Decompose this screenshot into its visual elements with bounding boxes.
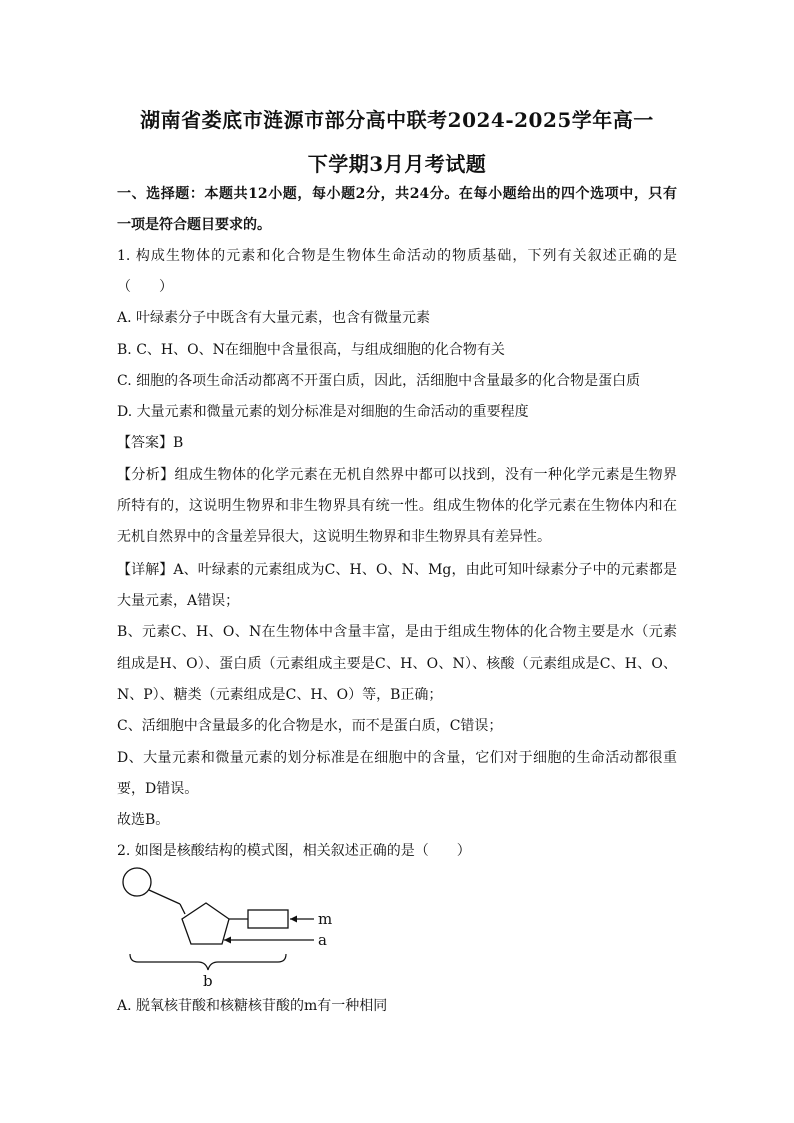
question-1-detail-line4: 组成是H、O）、蛋白质（元素组成主要是C、H、O、N）、核酸（元素组成是C、H、O、 (117, 656, 677, 672)
sugar-upper-bond (180, 904, 185, 914)
question-1-detail-line8: 要，D错误。 (117, 781, 199, 797)
base-rectangle (248, 910, 288, 928)
document-title-line2: 下学期3月月考试题 (307, 152, 487, 176)
arrow-m-head (290, 916, 297, 923)
nucleotide-diagram (110, 862, 350, 992)
question-1-analysis-line1: 【分析】组成生物体的化学元素在无机自然界中都可以找到，没有一种化学元素是生物界 (117, 467, 677, 483)
question-1-analysis-line2: 所特有的，这说明生物界和非生物界具有统一性。组成生物体的化学元素在生物体内和在 (117, 498, 677, 514)
question-1-option-c: C. 细胞的各项生命活动都离不开蛋白质，因此，活细胞中含量最多的化合物是蛋白质 (117, 373, 641, 389)
label-m: m (318, 910, 333, 928)
question-1-option-b: B. C、H、O、N在细胞中含量很高，与组成细胞的化合物有关 (117, 342, 505, 358)
section-header-line2: 一项是符合题目要求的。 (117, 217, 271, 233)
question-2-option-a: A. 脱氧核苷酸和核糖核苷酸的m有一种相同 (117, 998, 388, 1014)
pentose-pentagon (182, 903, 229, 944)
arrow-a-head (224, 937, 231, 944)
question-1-conclusion: 故选B。 (117, 812, 170, 828)
phosphate-sugar-bond (149, 890, 180, 904)
question-1-detail-line5: N、P）、糖类（元素组成是C、H、O）等，B正确； (117, 687, 443, 703)
question-1-detail-line7: D、大量元素和微量元素的划分标准是在细胞中的含量，它们对于细胞的生命活动都很重 (117, 750, 677, 766)
question-1-option-d: D. 大量元素和微量元素的划分标准是对细胞的生命活动的重要程度 (117, 404, 529, 420)
label-a: a (318, 931, 327, 949)
question-2-stem: 2. 如图是核酸结构的模式图，相关叙述正确的是（ ） (117, 843, 471, 859)
question-1-stem-line2: （ ） (117, 279, 173, 295)
question-1-option-a: A. 叶绿素分子中既含有大量元素，也含有微量元素 (117, 310, 431, 326)
document-title-line1: 湖南省娄底市涟源市部分高中联考2024-2025学年高一 (140, 108, 654, 132)
question-1-detail-line6: C、活细胞中含量最多的化合物是水，而不是蛋白质，C错误； (117, 718, 503, 734)
section-header-line1: 一、选择题：本题共12小题，每小题2分，共24分。在每小题给出的四个选项中，只有 (117, 186, 677, 202)
question-1-detail-line1: 【详解】A、叶绿素的元素组成为C、H、O、N、Mg，由此可知叶绿素分子中的元素都是 (117, 562, 677, 578)
question-1-detail-line3: B、元素C、H、O、N在生物体中含量丰富，是由于组成生物体的化合物主要是水（元素 (117, 624, 677, 640)
question-1-analysis-line3: 无机自然界中的含量差异很大，这说明生物界和非生物界具有差异性。 (117, 529, 551, 545)
question-1-stem-line1: 1. 构成生物体的元素和化合物是生物体生命活动的物质基础，下列有关叙述正确的是 (117, 248, 677, 264)
label-b: b (203, 972, 213, 990)
question-1-answer: 【答案】B (117, 435, 184, 451)
brace-b (130, 954, 286, 970)
question-1-detail-line2: 大量元素，A错误； (117, 593, 240, 609)
phosphate-circle (123, 868, 151, 896)
